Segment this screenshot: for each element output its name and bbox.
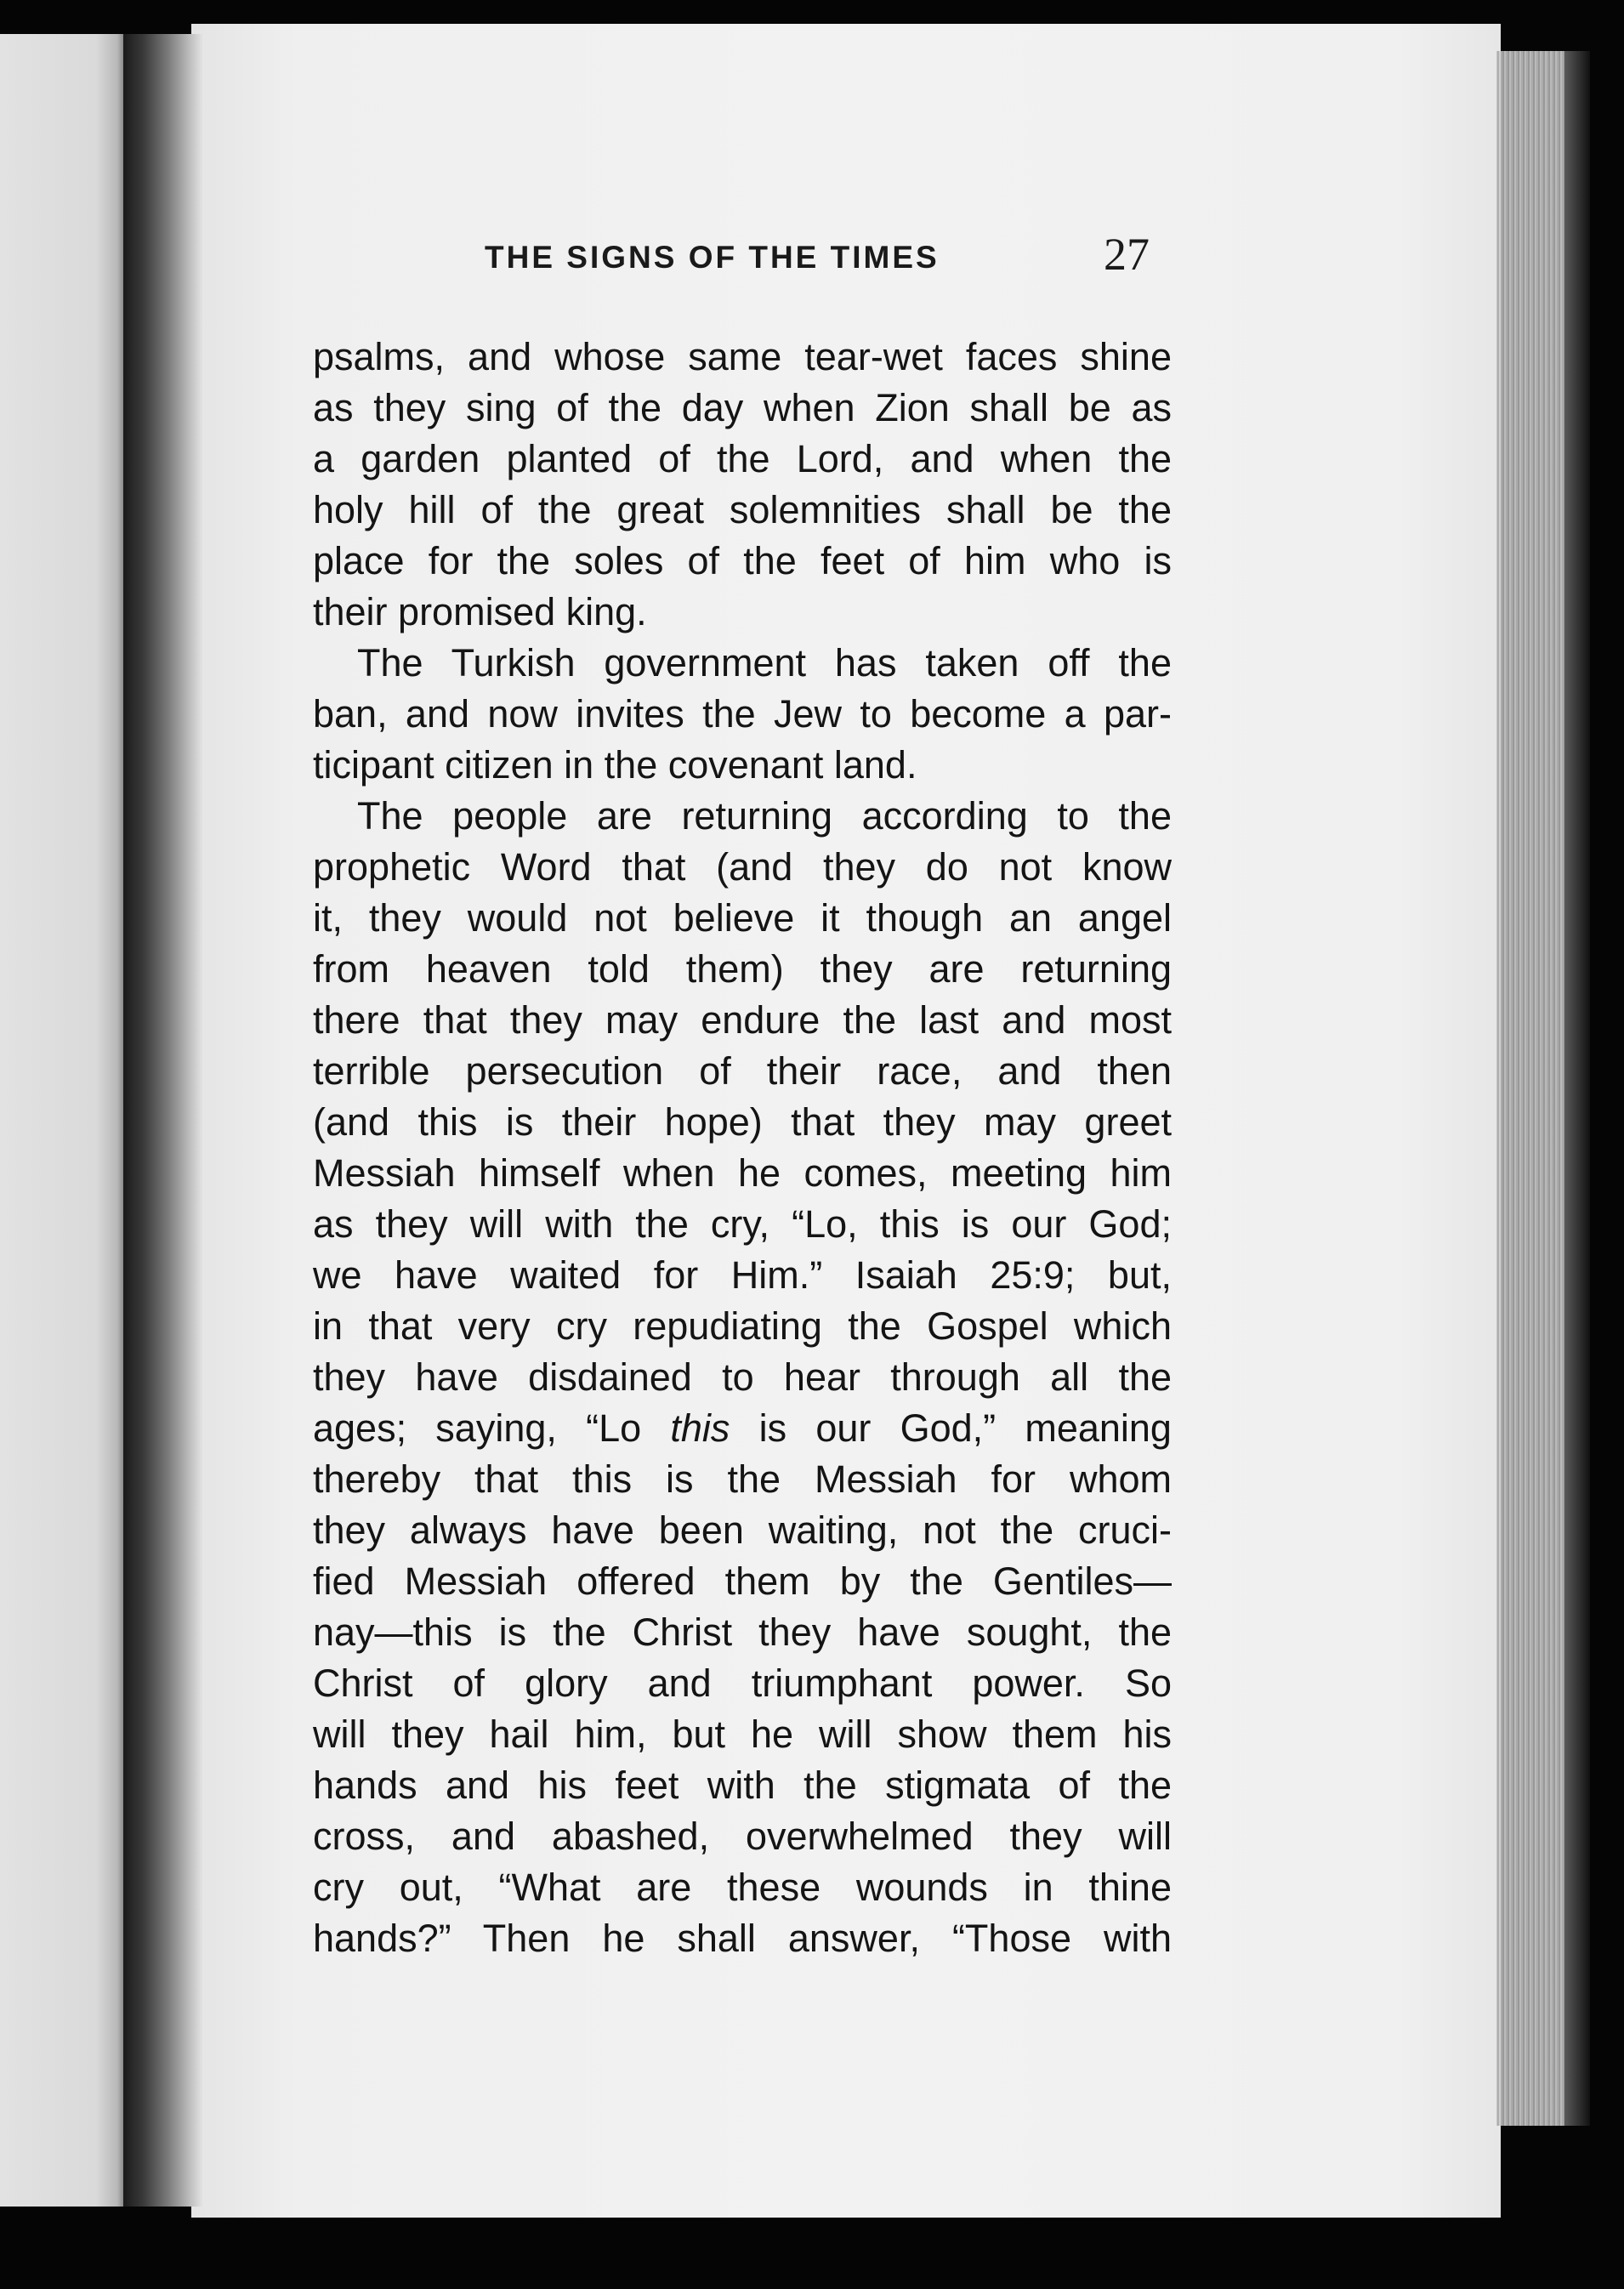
text-segment: is our God,” meaning [758,1406,1172,1450]
running-head: THE SIGNS OF THE TIMES [485,240,940,275]
text-line: fied Messiah offered them by the Gentiles— [313,1559,1172,1603]
text-line: psalms, and whose same tear-wet faces shine [313,335,1172,378]
text-line: as they sing of the day when Zion shall be as [313,386,1172,429]
text-line: it, they would not believe it though an angel [313,896,1172,940]
text-line: from heaven told them) they are returning [313,947,1172,991]
text-segment: ages; saying, “Lo [313,1406,642,1450]
text-line: they have disdained to hear through all the [313,1355,1172,1399]
text-line: will they hail him, but he will show them his [313,1712,1172,1756]
text-line: as they will with the cry, “Lo, this is our God; [313,1202,1172,1246]
text-line: we have waited for Him.” Isaiah 25:9; but, [313,1253,1172,1297]
facing-page-edge [0,34,128,2207]
book-gutter [123,34,204,2207]
text-line: terrible persecution of their race, and then [313,1049,1172,1093]
text-line [313,1403,1172,1454]
text-line: thereby that this is the Messiah for whom [313,1457,1172,1501]
text-line: nay—this is the Christ they have sought, the [313,1610,1172,1654]
text-line: their promised king. [313,590,647,633]
page-block-edge [1496,51,1564,2126]
text-line: prophetic Word that (and they do not know [313,845,1172,889]
text-line: hands?” Then he shall answer, “Those with [313,1917,1172,1960]
body-text [313,332,1172,1964]
text-line: a garden planted of the Lord, and when the [313,437,1172,480]
text-line: The Turkish government has taken off the [357,641,1172,684]
text-line: there that they may endure the last and most [313,998,1172,1042]
text-line: The people are returning according to the [357,794,1172,838]
text-line: cross, and abashed, overwhelmed they will [313,1815,1172,1858]
text-line: cry out, “What are these wounds in thine [313,1866,1172,1909]
text-line: ban, and now invites the Jew to become a par- [313,692,1172,736]
text-line: hands and his feet with the stigmata of the [313,1764,1172,1807]
page-number: 27 [1104,229,1150,280]
cover-edge [1564,51,1590,2126]
text-line: they always have been waiting, not the cruci- [313,1508,1172,1552]
text-line: place for the soles of the feet of him who is [313,539,1172,582]
text-line: Christ of glory and triumphant power. So [313,1661,1172,1705]
text-line: holy hill of the great solemnities shall be the [313,488,1172,531]
text-line: ticipant citizen in the covenant land. [313,743,917,787]
text-line: Messiah himself when he comes, meeting him [313,1151,1172,1195]
italic-word: this [670,1406,730,1450]
text-line: (and this is their hope) that they may greet [313,1100,1172,1144]
text-line: in that very cry repudiating the Gospel which [313,1304,1172,1348]
